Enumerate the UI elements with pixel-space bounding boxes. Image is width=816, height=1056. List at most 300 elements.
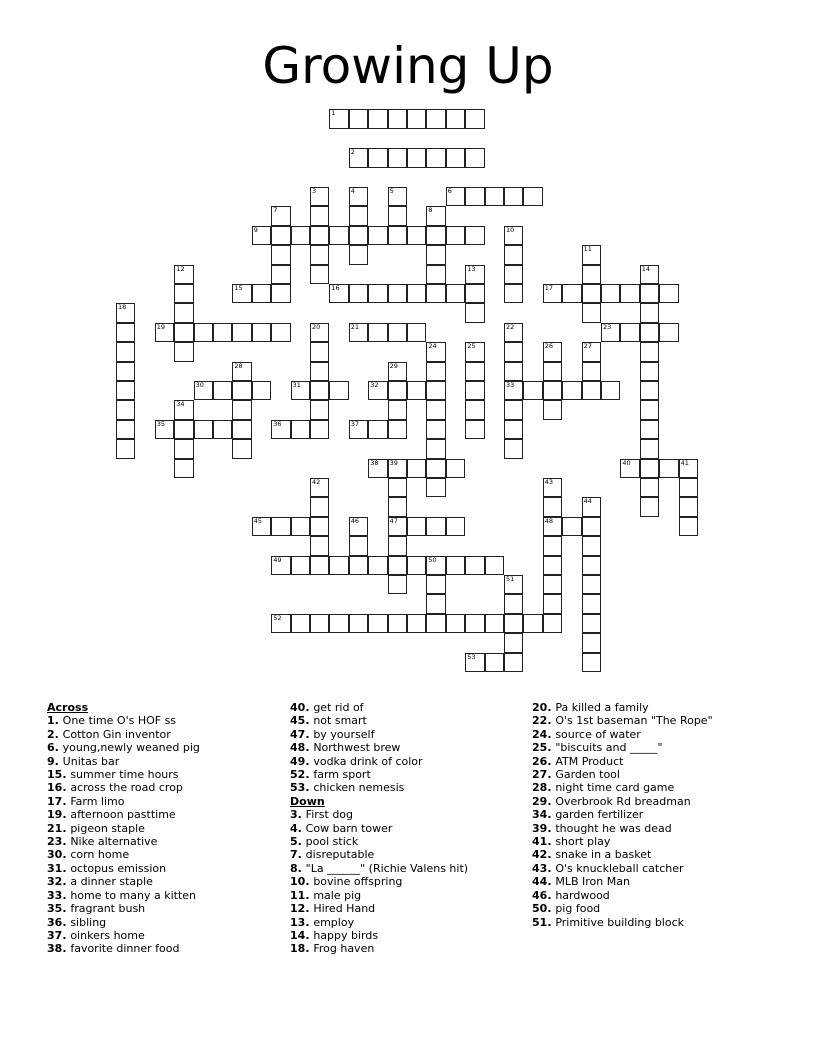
grid-cell[interactable] [465,342,484,361]
cell-number: 51 [506,575,515,583]
grid-cell[interactable] [407,284,426,303]
grid-cell[interactable] [155,323,174,342]
grid-cell[interactable] [562,517,581,536]
clue-number: 20 [532,701,548,714]
grid-cell[interactable] [446,556,465,575]
grid-cell[interactable] [504,265,523,284]
grid-cell[interactable] [582,342,601,361]
grid-cell[interactable] [543,400,562,419]
clue-number: 27 [532,768,548,782]
grid-cell[interactable] [640,323,659,342]
grid-cell[interactable] [582,556,601,575]
grid-cell[interactable] [465,362,484,381]
grid-cell[interactable] [504,420,523,439]
grid-cell[interactable] [465,614,484,633]
grid-cell[interactable] [329,556,348,575]
grid-cell[interactable] [388,284,407,303]
grid-cell[interactable] [349,109,368,128]
grid-cell[interactable] [116,439,135,458]
grid-cell[interactable] [543,342,562,361]
grid-cell[interactable] [485,653,504,672]
grid-cell[interactable] [116,323,135,342]
grid-cell[interactable] [271,226,290,245]
grid-cell[interactable] [504,226,523,245]
grid-cell[interactable] [446,614,465,633]
clue-number: 53 [290,781,306,795]
grid-cell[interactable] [426,342,445,361]
grid-cell[interactable] [523,187,542,206]
grid-cell[interactable] [465,226,484,245]
clue-number: 11 [290,888,306,902]
grid-cell[interactable] [407,148,426,167]
grid-cell[interactable] [174,323,193,342]
grid-cell[interactable] [446,459,465,478]
grid-cell[interactable] [582,536,601,555]
grid-cell[interactable] [291,614,310,633]
clue-number: 25 [532,741,548,755]
grid-cell[interactable] [407,556,426,575]
cell-number: 28 [234,361,243,370]
grid-cell[interactable] [194,323,213,342]
grid-cell[interactable] [349,284,368,303]
clue-across: 35. fragrant bush [47,902,146,916]
grid-cell[interactable] [543,362,562,381]
grid-cell[interactable] [426,478,445,497]
grid-cell[interactable] [349,206,368,225]
cell-number: 30 [195,381,204,389]
grid-cell[interactable] [271,420,290,439]
grid-cell[interactable] [252,323,271,342]
grid-cell[interactable] [349,420,368,439]
grid-cell[interactable] [582,614,601,633]
cell-number: 42 [312,478,321,486]
grid-cell[interactable] [504,284,523,303]
clue-number: 40 [290,701,306,714]
grid-cell[interactable] [232,362,251,381]
clue-number: 50 [532,902,548,916]
grid-cell[interactable] [620,323,639,342]
grid-cell[interactable] [213,323,232,342]
grid-cell[interactable] [271,614,290,633]
grid-cell[interactable] [504,439,523,458]
grid-cell[interactable] [310,342,329,361]
grid-cell[interactable] [504,323,523,342]
cell-number: 31 [292,381,301,389]
clue-number: 42 [532,848,548,862]
grid-cell[interactable] [640,303,659,322]
grid-cell[interactable] [659,323,678,342]
grid-cell[interactable] [543,594,562,613]
grid-cell[interactable] [426,439,445,458]
grid-cell[interactable] [504,342,523,361]
grid-cell[interactable] [426,265,445,284]
grid-cell[interactable] [116,381,135,400]
clue-across: 30. corn home [47,848,130,862]
grid-cell[interactable] [310,265,329,284]
grid-cell[interactable] [407,614,426,633]
grid-cell[interactable] [388,517,407,536]
clue-text: Farm limo [70,794,125,808]
clue-down: 5. pool stick [290,835,359,849]
cell-number: 46 [350,516,360,525]
grid-cell[interactable] [582,245,601,264]
grid-cell[interactable] [349,556,368,575]
grid-cell[interactable] [446,517,465,536]
grid-cell[interactable] [543,614,562,633]
grid-cell[interactable] [271,245,290,264]
across-heading: Across [47,701,89,714]
grid-cell[interactable] [407,323,426,342]
grid-cell[interactable] [310,536,329,555]
grid-cell[interactable] [213,381,232,400]
grid-cell[interactable] [640,497,659,516]
cell-number: 21 [350,322,360,331]
grid-cell[interactable] [504,575,523,594]
grid-cell[interactable] [582,575,601,594]
grid-cell[interactable] [640,284,659,303]
grid-cell[interactable] [426,517,445,536]
cell-number: 12 [176,264,185,273]
grid-cell[interactable] [232,284,251,303]
grid-cell[interactable] [543,478,562,497]
grid-cell[interactable] [543,536,562,555]
grid-cell[interactable] [310,400,329,419]
grid-cell[interactable] [252,381,271,400]
grid-cell[interactable] [349,226,368,245]
grid-cell[interactable] [659,284,678,303]
grid-cell[interactable] [174,303,193,322]
grid-cell[interactable] [329,381,348,400]
grid-cell[interactable] [601,323,620,342]
clue-down: 22. O's 1st baseman "The Rope" [532,714,713,728]
grid-cell[interactable] [582,653,601,672]
clue-down: 3. First dog [290,808,354,822]
clue-number: 36 [47,915,63,929]
grid-cell[interactable] [582,497,601,516]
grid-cell[interactable] [426,381,445,400]
grid-cell[interactable] [232,323,251,342]
grid-cell[interactable] [543,381,562,400]
grid-cell[interactable] [426,575,445,594]
grid-cell[interactable] [368,109,387,128]
grid-cell[interactable] [291,420,310,439]
clue-text: favorite dinner food [70,942,180,956]
grid-cell[interactable] [368,226,387,245]
grid-cell[interactable] [174,284,193,303]
grid-cell[interactable] [465,556,484,575]
grid-cell[interactable] [310,245,329,264]
grid-cell[interactable] [679,478,698,497]
grid-cell[interactable] [407,459,426,478]
grid-cell[interactable] [465,109,484,128]
clue-number: 52 [290,768,306,782]
grid-cell[interactable] [407,109,426,128]
grid-cell[interactable] [232,420,251,439]
cell-number: 5 [389,187,394,195]
grid-cell[interactable] [465,284,484,303]
grid-cell[interactable] [504,187,523,206]
grid-cell[interactable] [310,206,329,225]
grid-cell[interactable] [116,420,135,439]
grid-cell[interactable] [523,614,542,633]
grid-cell[interactable] [291,381,310,400]
grid-cell[interactable] [329,614,348,633]
grid-cell[interactable] [213,420,232,439]
clue-text: Frog haven [313,942,375,956]
grid-cell[interactable] [329,284,348,303]
clue-down: 20. Pa killed a family [532,701,649,714]
clue-text: Hired Hand [313,902,376,916]
clue-down: 11. male pig [290,888,362,902]
grid-cell[interactable] [388,536,407,555]
grid-cell[interactable] [271,556,290,575]
grid-cell[interactable] [388,323,407,342]
clue-across: 6. young,newly weaned pig [47,741,200,755]
grid-cell[interactable] [543,497,562,516]
grid-cell[interactable] [174,265,193,284]
grid-cell[interactable] [349,148,368,167]
grid-cell[interactable] [504,245,523,264]
grid-cell[interactable] [465,420,484,439]
clue-text: snake in a basket [555,848,652,862]
grid-cell[interactable] [679,497,698,516]
grid-cell[interactable] [504,381,523,400]
grid-cell[interactable] [116,303,135,322]
grid-cell[interactable] [426,148,445,167]
grid-cell[interactable] [368,459,387,478]
grid-cell[interactable] [465,303,484,322]
grid-cell[interactable] [562,381,581,400]
grid-cell[interactable] [679,459,698,478]
grid-cell[interactable] [446,148,465,167]
grid-cell[interactable] [640,478,659,497]
grid-cell[interactable] [426,362,445,381]
grid-cell[interactable] [155,420,174,439]
grid-cell[interactable] [388,497,407,516]
grid-cell[interactable] [582,303,601,322]
grid-cell[interactable] [116,362,135,381]
grid-cell[interactable] [426,400,445,419]
grid-cell[interactable] [368,381,387,400]
cell-number: 13 [467,264,476,273]
grid-cell[interactable] [388,459,407,478]
grid-cell[interactable] [523,381,542,400]
grid-cell[interactable] [582,284,601,303]
grid-cell[interactable] [601,284,620,303]
grid-cell[interactable] [659,459,678,478]
grid-cell[interactable] [291,226,310,245]
grid-cell[interactable] [582,362,601,381]
grid-cell[interactable] [504,614,523,633]
grid-cell[interactable] [640,420,659,439]
clue-down: 26. ATM Product [532,754,624,768]
grid-cell[interactable] [368,420,387,439]
grid-cell[interactable] [601,381,620,400]
clue-down: 50. pig food [532,902,601,916]
grid-cell[interactable] [310,556,329,575]
grid-cell[interactable] [426,284,445,303]
grid-cell[interactable] [640,459,659,478]
grid-cell[interactable] [465,187,484,206]
grid-cell[interactable] [504,400,523,419]
grid-cell[interactable] [310,420,329,439]
grid-cell[interactable] [174,400,193,419]
grid-cell[interactable] [388,575,407,594]
grid-cell[interactable] [329,226,348,245]
clue-number: 33 [47,888,63,902]
grid-cell[interactable] [426,206,445,225]
grid-cell[interactable] [640,342,659,361]
clue-across: 37. oinkers home [47,928,145,942]
grid-cell[interactable] [252,517,271,536]
grid-cell[interactable] [426,245,445,264]
grid-cell[interactable] [465,653,484,672]
grid-cell[interactable] [640,439,659,458]
grid-cell[interactable] [174,459,193,478]
grid-cell[interactable] [349,187,368,206]
grid-cell[interactable] [291,556,310,575]
grid-cell[interactable] [310,362,329,381]
grid-cell[interactable] [232,439,251,458]
grid-cell[interactable] [640,400,659,419]
grid-cell[interactable] [465,400,484,419]
grid-cell[interactable] [543,575,562,594]
grid-cell[interactable] [388,226,407,245]
grid-cell[interactable] [116,400,135,419]
grid-cell[interactable] [426,594,445,613]
grid-cell[interactable] [543,556,562,575]
cell-number: 9 [253,225,258,234]
clue-text: Overbrook Rd breadman [555,794,691,808]
grid-cell[interactable] [388,420,407,439]
grid-cell[interactable] [232,381,251,400]
grid-cell[interactable] [271,265,290,284]
grid-cell[interactable] [310,497,329,516]
grid-cell[interactable] [562,284,581,303]
grid-cell[interactable] [329,109,348,128]
grid-cell[interactable] [426,109,445,128]
grid-cell[interactable] [640,265,659,284]
grid-cell[interactable] [388,187,407,206]
grid-cell[interactable] [679,517,698,536]
clue-down: 14. happy birds [290,928,379,942]
grid-cell[interactable] [465,265,484,284]
grid-cell[interactable] [368,614,387,633]
grid-cell[interactable] [426,459,445,478]
grid-cell[interactable] [310,614,329,633]
grid-cell[interactable] [504,594,523,613]
grid-cell[interactable] [388,148,407,167]
grid-cell[interactable] [368,323,387,342]
grid-cell[interactable] [194,381,213,400]
grid-cell[interactable] [582,381,601,400]
grid-cell[interactable] [388,206,407,225]
grid-cell[interactable] [620,459,639,478]
grid-cell[interactable] [368,148,387,167]
grid-cell[interactable] [543,284,562,303]
grid-cell[interactable] [446,187,465,206]
grid-cell[interactable] [582,594,601,613]
grid-cell[interactable] [174,342,193,361]
grid-cell[interactable] [465,381,484,400]
clue-down: 46. hardwood [532,888,610,902]
grid-cell[interactable] [310,187,329,206]
grid-cell[interactable] [116,342,135,361]
grid-cell[interactable] [407,517,426,536]
grid-cell[interactable] [194,420,213,439]
grid-cell[interactable] [232,400,251,419]
grid-cell[interactable] [543,517,562,536]
grid-cell[interactable] [252,226,271,245]
grid-cell[interactable] [310,517,329,536]
grid-cell[interactable] [504,653,523,672]
grid-cell[interactable] [349,536,368,555]
grid-cell[interactable] [388,362,407,381]
grid-cell[interactable] [407,381,426,400]
grid-cell[interactable] [349,323,368,342]
grid-cell[interactable] [485,556,504,575]
grid-cell[interactable] [310,381,329,400]
grid-cell[interactable] [388,109,407,128]
grid-cell[interactable] [426,556,445,575]
grid-cell[interactable] [368,284,387,303]
grid-cell[interactable] [291,517,310,536]
grid-cell[interactable] [446,109,465,128]
grid-cell[interactable] [388,614,407,633]
cell-number: 36 [273,419,282,428]
grid-cell[interactable] [446,284,465,303]
grid-cell[interactable] [388,556,407,575]
grid-cell[interactable] [388,381,407,400]
grid-cell[interactable] [252,284,271,303]
grid-cell[interactable] [349,614,368,633]
grid-cell[interactable] [582,517,601,536]
grid-cell[interactable] [582,633,601,652]
grid-cell[interactable] [426,420,445,439]
grid-cell[interactable] [504,362,523,381]
grid-cell[interactable] [388,400,407,419]
grid-cell[interactable] [446,226,465,245]
grid-cell[interactable] [426,614,445,633]
grid-cell[interactable] [504,633,523,652]
grid-cell[interactable] [271,284,290,303]
grid-cell[interactable] [310,226,329,245]
grid-cell[interactable] [620,284,639,303]
grid-cell[interactable] [426,226,445,245]
grid-cell[interactable] [485,614,504,633]
grid-cell[interactable] [271,206,290,225]
grid-cell[interactable] [407,226,426,245]
grid-cell[interactable] [310,478,329,497]
grid-cell[interactable] [582,265,601,284]
grid-cell[interactable] [640,362,659,381]
grid-cell[interactable] [174,420,193,439]
grid-cell[interactable] [640,381,659,400]
clue-across: 21. pigeon staple [47,821,145,835]
grid-cell[interactable] [485,187,504,206]
grid-cell[interactable] [174,439,193,458]
grid-cell[interactable] [349,517,368,536]
grid-cell[interactable] [349,245,368,264]
grid-cell[interactable] [368,556,387,575]
clue-down: 10. bovine offspring [290,875,403,889]
grid-cell[interactable] [310,323,329,342]
grid-cell[interactable] [388,478,407,497]
cell-number: 29 [389,361,398,370]
grid-cell[interactable] [271,323,290,342]
grid-cell[interactable] [465,148,484,167]
grid-cell[interactable] [271,517,290,536]
